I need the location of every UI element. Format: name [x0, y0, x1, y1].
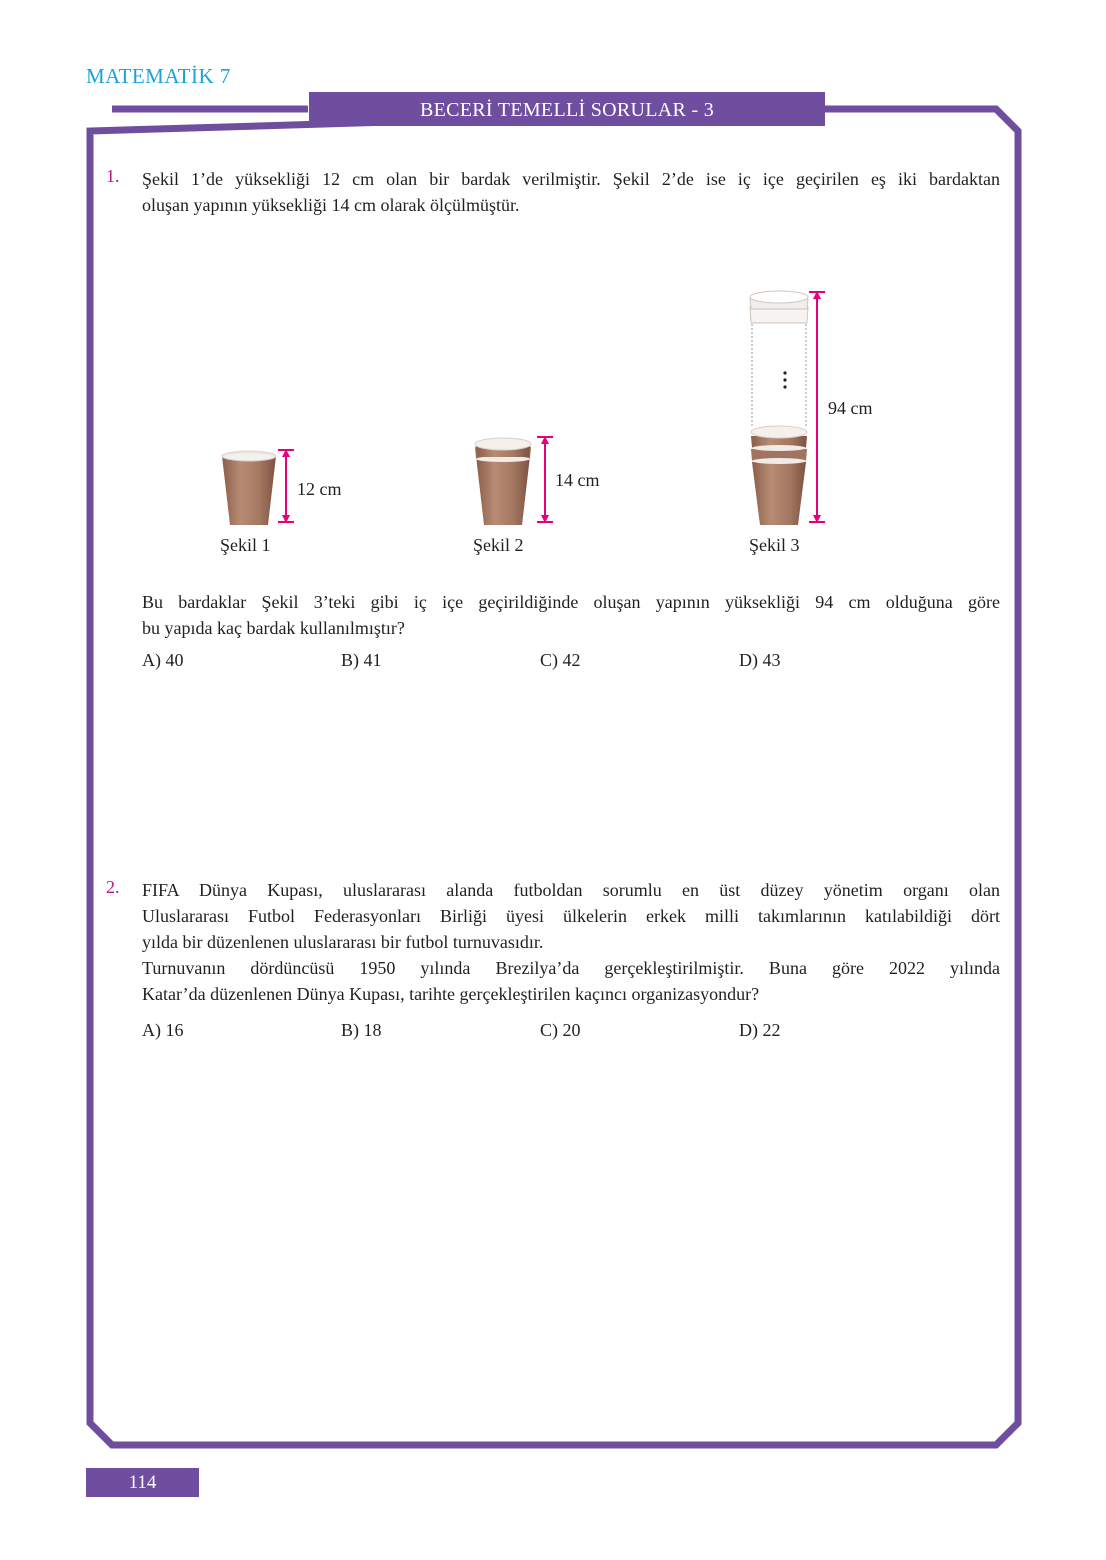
choice-d[interactable]: D) 43: [739, 650, 781, 670]
question-2-line: FIFA Dünya Kupası, uluslararası alanda futboldan sorumlu en üst düzey yönetim organı olan: [142, 880, 1000, 900]
question-1-line: Şekil 1’de yüksekliği 12 cm olan bir bardak verilmiştir. Şekil 2’de ise iç içe geçirilen eş iki bardaktan: [142, 169, 1000, 189]
choice-a[interactable]: A) 16: [142, 1020, 184, 1040]
question-2-line: Uluslararası Futbol Federasyonları Birliği üyesi ülkelerin erkek milli takımlarının katılabildiği dört: [142, 906, 1000, 926]
choice-d[interactable]: D) 22: [739, 1020, 781, 1040]
figure-2-label: Şekil 2: [473, 535, 524, 555]
section-title-banner: BECERİ TEMELLİ SORULAR - 3: [309, 92, 825, 126]
question-1-number: 1.: [106, 166, 120, 186]
question-1-followup-line: Bu bardaklar Şekil 3’teki gibi iç içe geçirildiğinde oluşan yapının yüksekliği 94 cm olduğuna göre: [142, 592, 1000, 612]
figure-2-measure: 14 cm: [555, 470, 600, 490]
figure-1-label: Şekil 1: [220, 535, 271, 555]
measure-arrow-1: [278, 450, 294, 522]
measure-arrow-2: [537, 437, 553, 522]
page-number: 114: [86, 1468, 199, 1497]
measure-arrow-3: [809, 292, 825, 522]
choice-c[interactable]: C) 20: [540, 1020, 581, 1040]
choice-b[interactable]: B) 18: [341, 1020, 382, 1040]
question-1-choices: [142, 650, 938, 671]
figure-1-measure: 12 cm: [297, 479, 342, 499]
question-2-number: 2.: [106, 877, 120, 897]
question-2-line: Turnuvanın dördüncüsü 1950 yılında Brezilya’da gerçekleştirilmiştir. Buna göre 2022 yılında: [142, 958, 1000, 978]
cup-figure-2: [475, 438, 531, 525]
cup-figure-3: [750, 291, 808, 525]
question-1-followup-line: bu yapıda kaç bardak kullanılmıştır?: [142, 618, 405, 638]
figure-3-measure: 94 cm: [828, 398, 873, 418]
subject-title: MATEMATİK 7: [86, 64, 231, 88]
figure-3-label: Şekil 3: [749, 535, 800, 555]
cup-figure-1: [222, 451, 276, 525]
question-2-choices: [142, 1020, 938, 1041]
question-2-text: [142, 877, 1000, 1007]
question-1-followup: [142, 589, 1000, 641]
question-2-line: Katar’da düzenlenen Dünya Kupası, tarihte gerçekleştirilen kaçıncı organizasyondur?: [142, 984, 760, 1004]
question-2-line: yılda bir düzenlenen uluslararası bir futbol turnuvasıdır.: [142, 932, 544, 952]
choice-c[interactable]: C) 42: [540, 650, 581, 670]
choice-a[interactable]: A) 40: [142, 650, 184, 670]
choice-b[interactable]: B) 41: [341, 650, 382, 670]
question-1-line: oluşan yapının yüksekliği 14 cm olarak ölçülmüştür.: [142, 195, 520, 215]
